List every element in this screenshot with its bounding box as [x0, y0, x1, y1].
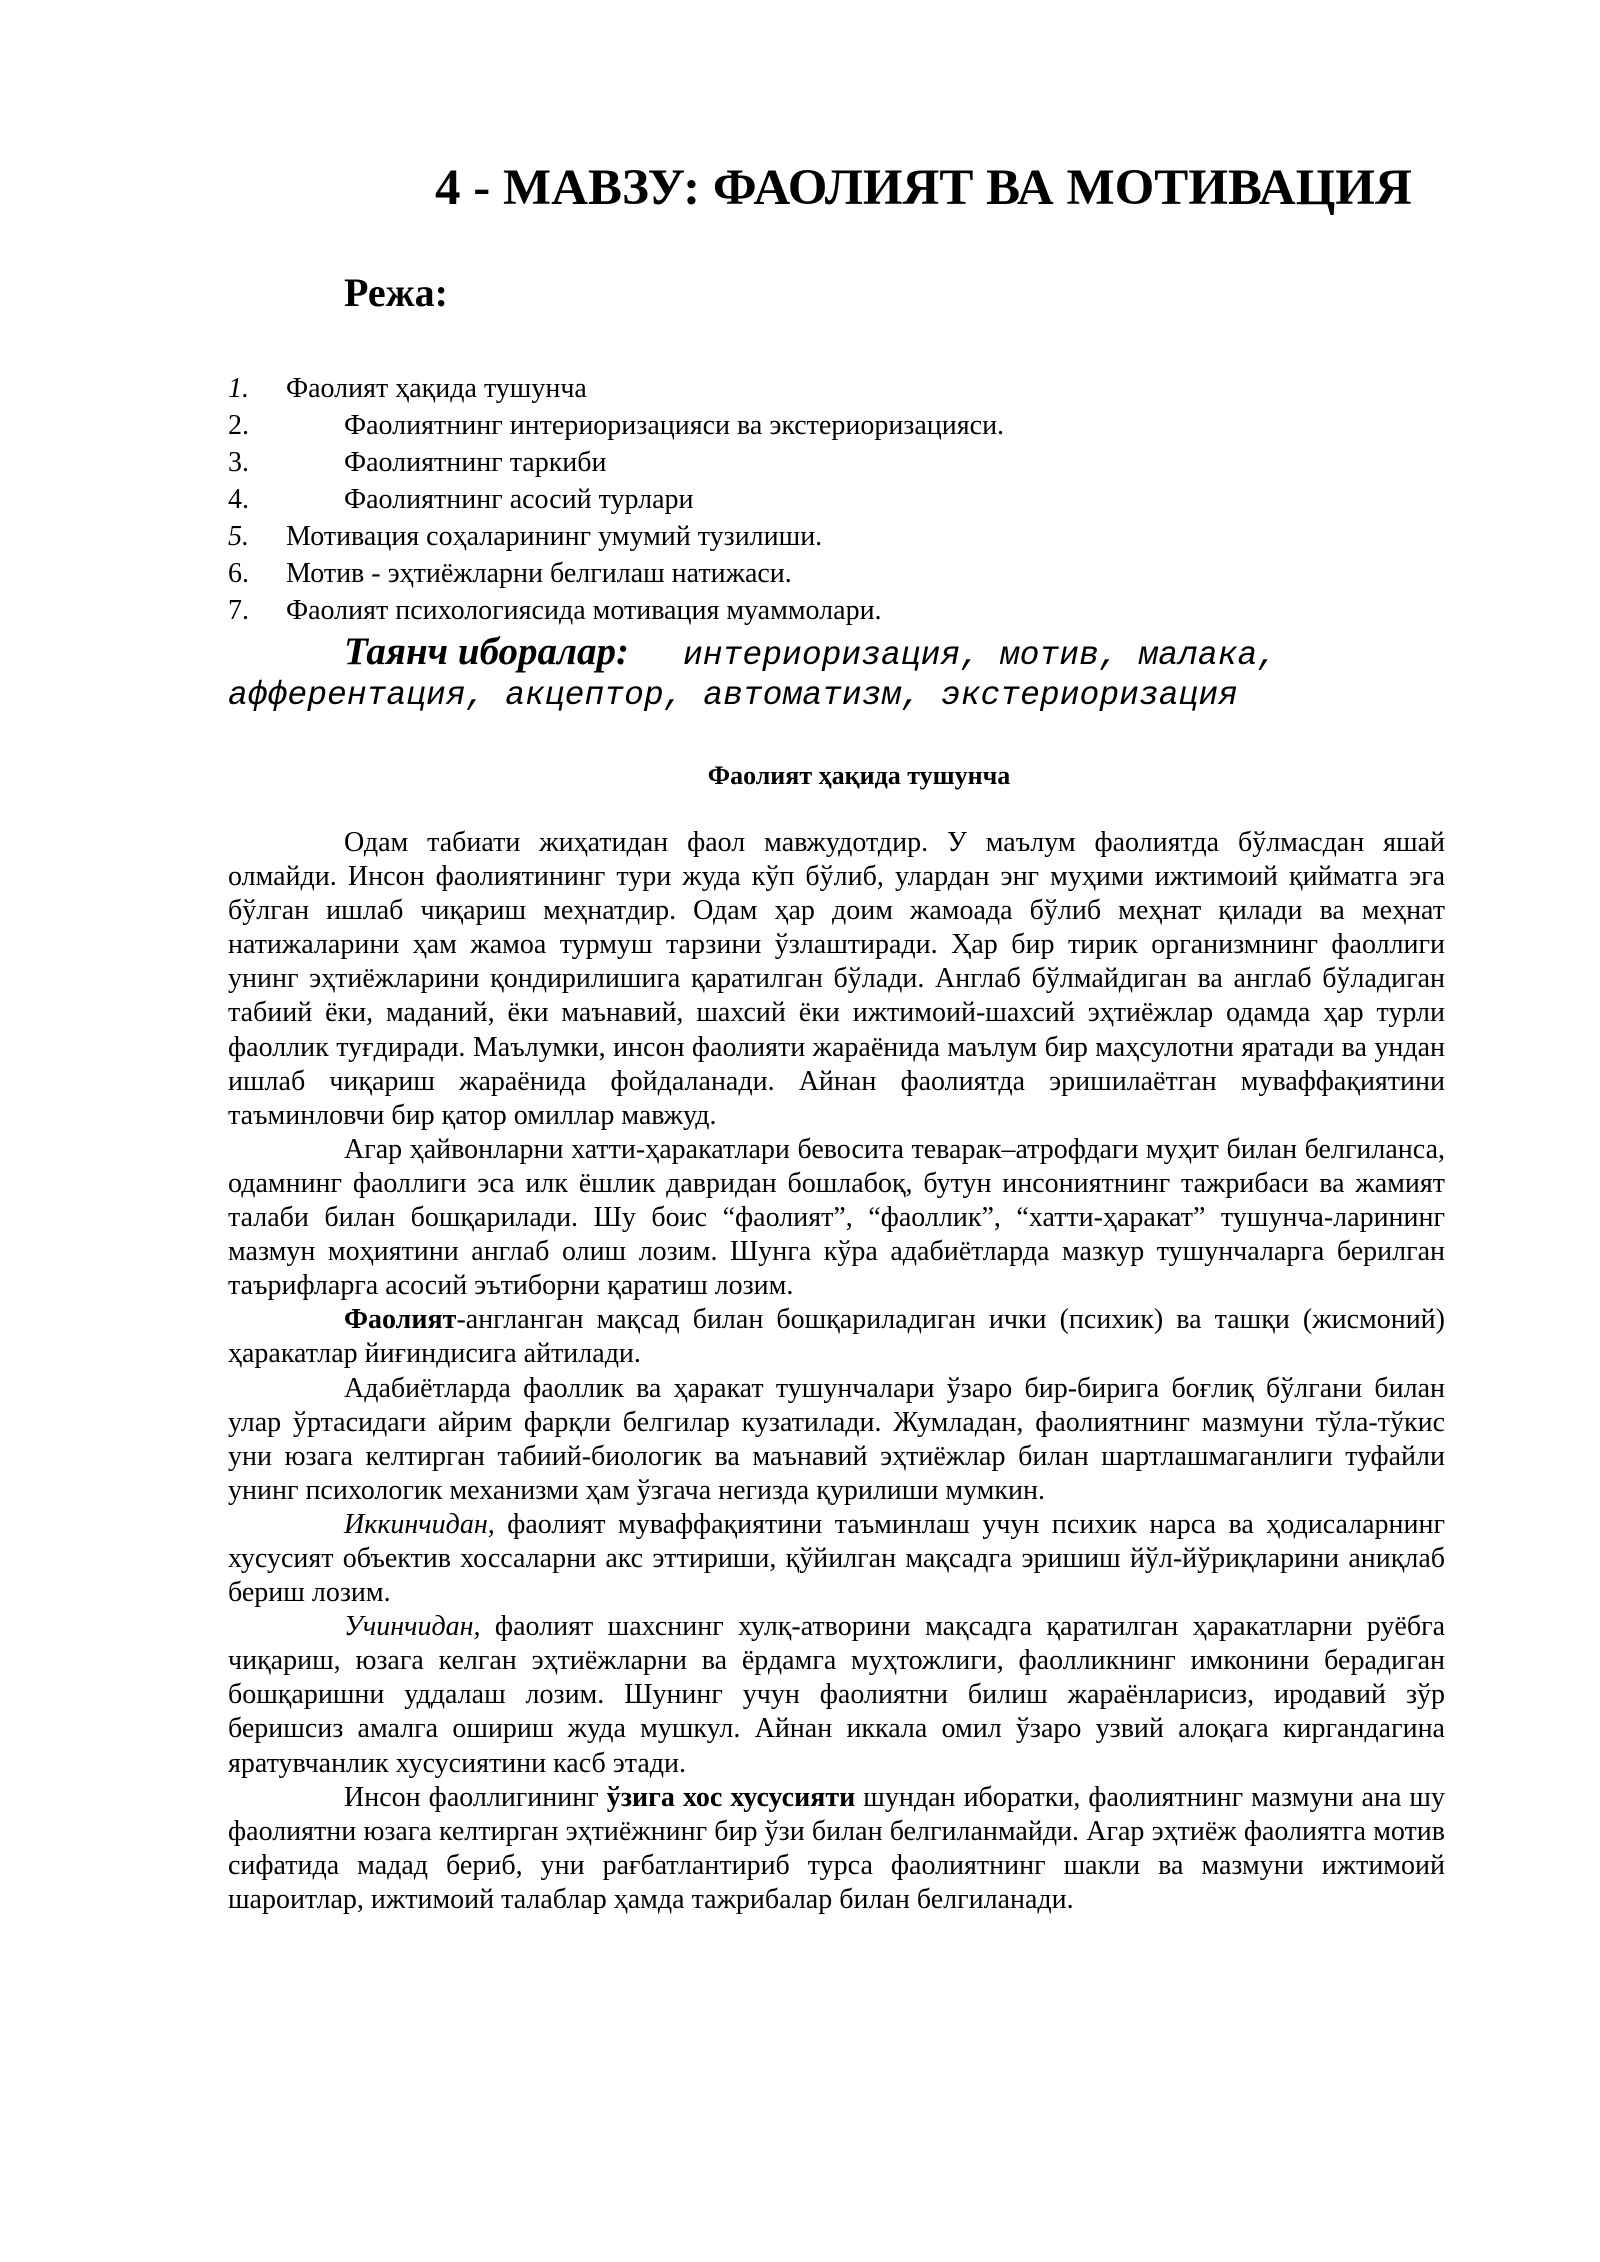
plan-item — [228, 555, 1428, 592]
italic-term: Учинчидан, — [344, 1611, 481, 1643]
plan-heading: Режа: — [344, 270, 448, 315]
plan-list — [228, 370, 1428, 629]
key-terms-line-2: афферентация, акцептор, автоматизм, экстериоризация — [228, 677, 1238, 714]
plan-item-number: 2. — [228, 410, 249, 441]
bold-term: ўзига хос хусусияти — [606, 1781, 856, 1813]
plan-item-number: 4. — [228, 484, 249, 515]
key-terms-label: Таянч иборалар: — [344, 630, 630, 673]
paragraph: Агар ҳайвонларни хатти-ҳаракатлари бевосита теварак–атрофдаги муҳит билан белгиланса, одамнинг фаоллиги эса илк ёшлик давридан бошлабоқ, бутун инсониятнинг тажрибаси ва жамият талаби билан бошқарилади. Шу боис “фаолият”, “фаоллик”, “хатти-ҳаракат” тушунча-ларининг мазмун моҳиятини англаб олиш лозим. Шунга кўра адабиётларда мазкур тушунчаларга берилган таърифларга асосий эътиборни қаратиш лозим. — [228, 1133, 1445, 1302]
plan-item-text: Фаолият психологиясида мотивация муаммолари. — [286, 595, 882, 626]
page-title: 4 - МАВЗУ: ФАОЛИЯТ ВА МОТИВАЦИЯ — [435, 160, 1412, 216]
plan-item-text: Фаолият ҳақида тушунча — [286, 373, 587, 404]
key-terms-line-1: интериоризация, мотив, малака, — [683, 637, 1278, 674]
plan-item — [228, 592, 1428, 629]
plan-item — [228, 444, 1428, 481]
plan-item-number: 7. — [228, 595, 249, 626]
plan-item-number: 5. — [228, 521, 249, 552]
italic-term: Иккинчидан, — [344, 1508, 495, 1540]
plan-item-number: 1. — [228, 373, 249, 404]
paragraph: Иккинчидан, фаолият муваффақиятини таъминлаш учун психик нарса ва ҳодисаларнинг хусусият объектив хоссаларни акс эттириши, қўйилган мақсадга эришиш йўл-йўриқларини аниқлаб бериш лозим. — [228, 1508, 1445, 1609]
plan-item-text: Фаолиятнинг асосий турлари — [344, 484, 694, 515]
plan-item-text: Фаолиятнинг таркиби — [344, 447, 607, 478]
key-terms-block — [228, 630, 1428, 714]
plan-item — [228, 407, 1428, 444]
paragraph: Учинчидан, фаолият шахснинг хулқ-атворини мақсадга қаратилган ҳаракатларни руёбга чиқариш, юзага келган эҳтиёжларни ва ёрдамга муҳтожлиги, фаолликнинг имконини берадиган бошқаришни уддалаш лозим. Шунинг учун фаолиятни билиш жараёнларисиз, иродавий зўр беришсиз амалга ошириш жуда мушкул. Айнан иккала омил ўзаро узвий алоқага киргандагина яратувчанлик хусусиятини касб этади. — [228, 1611, 1445, 1779]
plan-item-number: 6. — [228, 558, 249, 589]
paragraph: Фаолият-англанган мақсад билан бошқариладиган ички (психик) ва ташқи (жисмоний) ҳаракатлар йиғиндисига айтилади. — [228, 1304, 1445, 1370]
plan-item — [228, 518, 1428, 555]
plan-item-text: Мотив - эҳтиёжларни белгилаш натижаси. — [286, 558, 792, 589]
plan-item — [228, 481, 1428, 518]
paragraph: Адабиётларда фаоллик ва ҳаракат тушунчалари ўзаро бир-бирига боғлиқ бўлгани билан улар ўртасидаги айрим фарқли белгилар кузатилади. Жумладан, фаолиятнинг мазмуни тўла-тўкис уни юзага келтирган табиий-биологик ва маънавий эҳтиёжлар билан шартлашмаганлиги туфайли унинг психологик механизми ҳам ўзгача негизда қурилиши мумкин. — [228, 1372, 1445, 1506]
plan-item-number: 3. — [228, 447, 249, 478]
paragraph: Одам табиати жиҳатидан фаол мавжудотдир. У маълум фаолиятда бўлмасдан яшай олмайди. Инсон фаолиятининг тури жуда кўп бўлиб, улардан энг муҳими ижтимоий қийматга эга бўлган ишлаб чиқариш меҳнатдир. Одам ҳар доим жамоада бўлиб меҳнат қилади ва меҳнат натижаларини ҳам жамоа турмуш тарзини ўзлаштиради. Ҳар бир тирик организмнинг фаоллиги унинг эҳтиёжларини қондирилишига қаратилган бўлади. Англаб бўлмайдиган ва англаб бўладиган табиий ёки, маданий, ёки маънавий, шахсий ёки ижтимоий-шахсий эҳтиёжлар одамда ҳар турли фаоллик туғдиради. Маълумки, инсон фаолияти жараёнида маълум бир маҳсулотни яратади ва ундан ишлаб чиқариш жараёнида фойдаланади. Айнан фаолиятда эришилаётган муваффақиятини таъминловчи бир қатор омиллар мавжуд. — [228, 827, 1445, 1131]
paragraph: Инсон фаоллигининг ўзига хос хусусияти шундан иборатки, фаолиятнинг мазмуни ана шу фаолиятни юзага келтирган эҳтиёжнинг бир ўзи билан белгиланмайди. Агар эҳтиёж фаолиятга мотив сифатида мадад бериб, уни рағбатлантириб турса фаолиятнинг шакли ва мазмуни ижтимоий шароитлар, ижтимоий талаблар ҳамда тажрибалар билан белгиланади. — [228, 1781, 1445, 1915]
plan-item-text: Фаолиятнинг интериоризацияси ва экстериоризацияси. — [344, 410, 1005, 441]
section-heading: Фаолият ҳақида тушунча — [707, 761, 1011, 790]
bold-term: Фаолият — [344, 1304, 457, 1336]
plan-item — [228, 370, 1428, 407]
plan-item-text: Мотивация соҳаларининг умумий тузилиши. — [286, 521, 823, 552]
body-text — [228, 826, 1445, 1917]
